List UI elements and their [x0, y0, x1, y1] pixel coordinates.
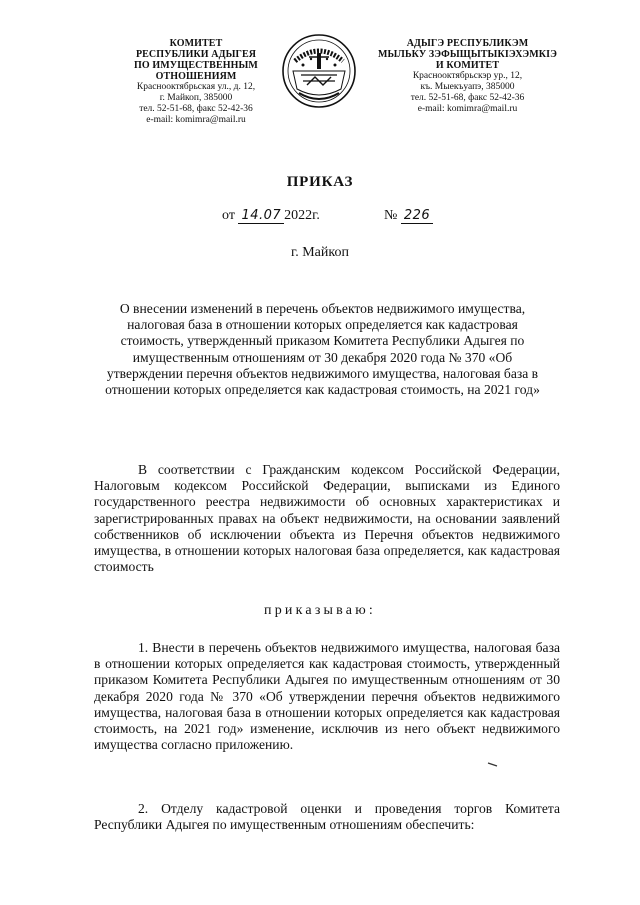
header-left-phone: тел. 52-51-68, факс 52-42-36: [139, 104, 253, 114]
handwritten-number: 226: [401, 208, 433, 224]
header-right-address: Краснооктябрьскэр ур., 12,: [412, 71, 523, 81]
handwritten-date: 14.07: [238, 208, 284, 224]
header-left-block: [96, 38, 296, 126]
header-right-line3: И КОМИТЕТ: [435, 60, 500, 71]
header-right-email: e-mail: komimra@mail.ru: [417, 104, 518, 114]
city-name: г. Майкоп: [291, 245, 349, 260]
item-1-paragraph: 1. Внести в перечень объектов недвижимого имущества, налоговая база в отношении которых определяется как кадастровая стоимость, утвержденный приказом Комитета Республики Адыгея по имущественным отношениям от 30 декабря 2020 года № 370 «Об утверждении перечня объектов недвижимого имущества, налоговая база в отношении которых определяется как кадастровая стоимость, на 2021 год» изменение, исключив из него объект недвижимого имущества согласно приложению.: [94, 640, 560, 753]
header-right-phone: тел. 52-51-68, факс 52-42-36: [410, 93, 525, 103]
header-left-line2: РЕСПУБЛИКИ АДЫГЕЯ: [135, 49, 257, 60]
order-date: [222, 208, 320, 224]
header-left-line3: ПО ИМУЩЕСТВЕННЫМ ОТНОШЕНИЯМ: [134, 60, 258, 82]
date-year: 2022г.: [284, 208, 320, 223]
preamble-paragraph: В соответствии с Гражданским кодексом Российской Федерации, Налоговым кодексом Российской Федерации, выписками из Единого государственного реестра недвижимости об основных характеристиках и зарегистрированных правах на объект недвижимости, на основании заявлений собственников об исключении объекта из Перечня объектов недвижимого имущества, в отношении которых налоговая база определяется, как кадастровая стоимость: [94, 462, 560, 575]
header-left-line1: КОМИТЕТ: [169, 38, 223, 49]
order-word: приказываю:: [264, 603, 376, 618]
number-sign: №: [384, 208, 398, 223]
header-right-city: къ. Мыекъуапэ, 385000: [420, 82, 515, 92]
pen-mark: [487, 762, 499, 768]
order-subject: О внесении изменений в перечень объектов недвижимого имущества, налоговая база в отношении которых определяется как кадастровая стоимость, утвержденный приказом Комитета Республики Адыгея по имущественным отношениям от 30 декабря 2020 года № 370 «Об утверждении перечня объектов недвижимого имущества, налоговая база в отношении которых определяется как кадастровая стоимость, на 2021 год»: [105, 301, 540, 398]
header-right-line2: МЫЛЬКУ ЗЭФЫЩЫТЫКІЭХЭМКІЭ: [377, 49, 558, 60]
header-left-city: г. Майкоп, 385000: [159, 93, 233, 103]
date-prefix: от: [222, 208, 235, 223]
header-right-block: [365, 38, 570, 115]
document-title: ПРИКАЗ: [286, 174, 354, 190]
item-2-paragraph: 2. Отделу кадастровой оценки и проведения торгов Комитета Республики Адыгея по имущественным отношениям обеспечить:: [94, 801, 560, 833]
order-number: [384, 208, 433, 224]
header-left-email: e-mail: komimra@mail.ru: [146, 115, 246, 125]
header-left-address: Краснооктябрьская ул., д. 12,: [136, 82, 256, 92]
header-right-line1: АДЫГЭ РЕСПУБЛИКЭМ: [406, 38, 529, 49]
coat-of-arms-emblem: [279, 31, 359, 111]
